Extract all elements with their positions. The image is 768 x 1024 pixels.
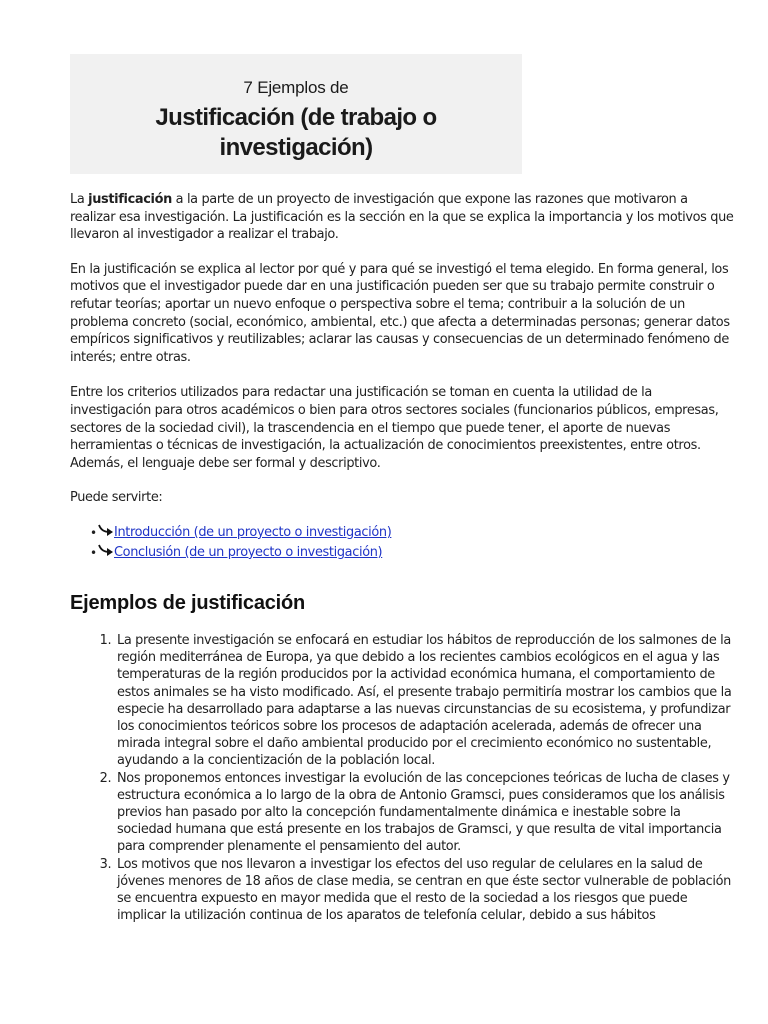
- examples-list: [70, 632, 734, 924]
- banner-subtitle: 7 Ejemplos de: [243, 78, 349, 97]
- introduccion-link[interactable]: Introducción (de un proyecto o investigación): [114, 524, 392, 540]
- intro-rest: a la parte de un proyecto de investigación que expone las razones que motivaron a realizar esa investigación. La justificación es la sección en la que se explica la importancia y los motivos que llevaron al investigador a realizar el trabajo.: [70, 192, 734, 243]
- see-also-label: Puede servirte:: [70, 490, 163, 506]
- bullet-icon: •: [90, 545, 97, 560]
- curved-arrow-icon: [98, 544, 114, 558]
- example-item: 1. La presente investigación se enfocará en estudiar los hábitos de reproducción de los salmones de la región mediterránea de Europa, ya que debido a los recientes cambios ecológicos en el agua y las temperaturas de la región producidos por la actividad económica humana, el comportamiento de estos animales se ha visto modificado. Así, el presente trabajo permitiría mostrar los cambios que la especie ha desarrollado para adaptarse a las nuevas circunstancias de su ecosistema, y profundizar los conocimientos teóricos sobre los procesos de adaptación acelerada, además de ofrecer una mirada integral sobre el daño ambiental producido por el crecimiento económico no sustentable, ayudando a la concientización de la población local.: [115, 632, 734, 770]
- intro-bold-term: justificación: [88, 192, 172, 207]
- banner-title-line-1: Justificación (de trabajo o: [155, 104, 437, 131]
- section-heading: Ejemplos de justificación: [70, 591, 306, 614]
- title-banner: [70, 54, 522, 174]
- explanation-paragraph: En la justificación se explica al lector por qué y para qué se investigó el tema elegido. En forma general, los motivos que el investigador puede dar en una justificación pueden ser que su trabajo permite construir o refutar teorías; aportar un nuevo enfoque o perspectiva sobre el tema; contribuir a la solución de un problema concreto (social, económico, ambiental, etc.) que afecta a determinadas personas; generar datos empíricos significativos y reutilizables; aclarar las causas y consecuencias de un determinado fenómeno de interés; entre otras.: [70, 261, 730, 365]
- bullet-icon: •: [90, 525, 97, 540]
- intro-lead: La: [70, 192, 89, 207]
- criteria-paragraph: Entre los criterios utilizados para redactar una justificación se toman en cuenta la utilidad de la investigación para otros académicos o bien para otros sectores sociales (funcionarios públicos, empresas, sectores de la sociedad civil), la trascendencia en el tiempo que puede tener, el aporte de nuevas herramientas o técnicas de investigación, la actualización de conocimientos preexistentes, entre otros. Además, el lenguaje debe ser formal y descriptivo.: [70, 385, 719, 471]
- conclusion-link[interactable]: Conclusión (de un proyecto o investigación): [114, 544, 383, 560]
- document-page: [70, 54, 734, 924]
- intro-paragraph: [70, 191, 734, 244]
- related-link-item: [88, 523, 734, 543]
- curved-arrow-icon: [98, 524, 114, 538]
- example-item: 3. Los motivos que nos llevaron a investigar los efectos del uso regular de celulares en la salud de jóvenes menores de 18 años de clase media, se centran en que éste sector vulnerable de población se encuentra expuesto en mayor medida que el resto de la sociedad a los riesgos que puede implicar la utilización continua de los aparatos de telefonía celular, debido a sus hábitos: [115, 856, 734, 925]
- related-links-list: [70, 523, 734, 563]
- related-link-item: [88, 543, 734, 563]
- banner-title-line-2: investigación): [219, 134, 373, 161]
- example-item: 2. Nos proponemos entonces investigar la evolución de las concepciones teóricas de lucha de clases y estructura económica a lo largo de la obra de Antonio Gramsci, pues consideramos que los análisis previos han pasado por alto la concepción fundamentalmente dinámica e inestable sobre la sociedad humana que está presente en los trabajos de Gramsci, y que resulta de vital importancia para comprender plenamente el pensamiento del autor.: [115, 770, 734, 856]
